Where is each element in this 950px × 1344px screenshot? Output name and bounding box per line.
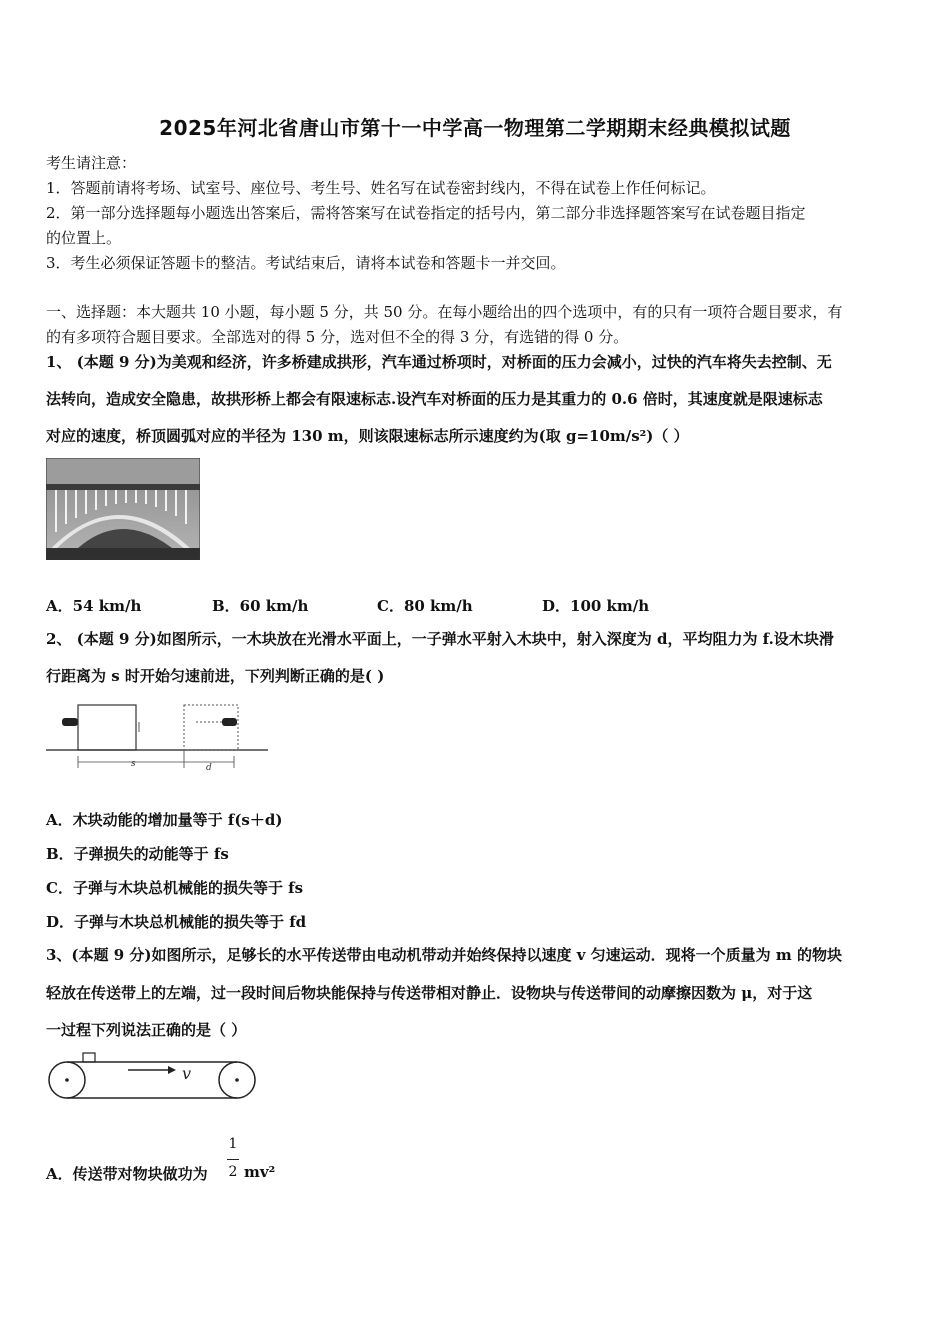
q2-option-c[interactable]: C．子弹与木块总机械能的损失等于 fs bbox=[46, 879, 304, 897]
notice-item-1: 1．答题前请将考场、试室号、座位号、考生号、姓名写在试卷密封线内，不得在试卷上作任何标记。 bbox=[46, 179, 716, 197]
q1-line-1: 1、 (本题 9 分)为美观和经济，许多桥建成拱形，汽车通过桥项时，对桥面的压力会减小，过快的汽车将失去控制、无 bbox=[46, 353, 832, 371]
label-v: v bbox=[182, 1064, 192, 1083]
q2-option-b[interactable]: B．子弹损失的动能等于 fs bbox=[46, 845, 229, 863]
fraction-numerator: 1 bbox=[228, 1136, 238, 1152]
notice-item-2: 2．第一部分选择题每小题选出答案后，需将答案写在试卷指定的括号内，第二部分非选择题答案写在试卷题目指定 bbox=[46, 204, 806, 222]
q3-option-a-formula: mv² bbox=[244, 1163, 276, 1181]
fraction-bar bbox=[227, 1159, 239, 1160]
arch-bridge-photo bbox=[46, 458, 200, 564]
q1-option-d[interactable]: D．100 km/h bbox=[542, 597, 650, 615]
notice-item-2-cont: 的位置上。 bbox=[46, 229, 122, 247]
q3-line-3: 一过程下列说法正确的是（ ） bbox=[46, 1021, 247, 1039]
conveyor-belt-diagram bbox=[46, 1052, 258, 1106]
q1-line-2: 法转向，造成安全隐患，故拱形桥上都会有限速标志.设汽车对桥面的压力是其重力的 0.6 倍时，其速度就是限速标志 bbox=[46, 390, 823, 408]
q2-option-d[interactable]: D．子弹与木块总机械能的损失等于 fd bbox=[46, 913, 307, 931]
fraction-denominator: 2 bbox=[228, 1164, 238, 1180]
q2-line-2: 行距离为 s 时开始匀速前进，下列判断正确的是( ) bbox=[46, 667, 385, 685]
bullet-block-diagram bbox=[46, 700, 268, 780]
section-intro-line-2: 的有多项符合题目要求。全部选对的得 5 分，选对但不全的得 3 分，有选错的得 0 分。 bbox=[46, 328, 629, 346]
section-intro-line-1: 一、选择题：本大题共 10 小题，每小题 5 分，共 50 分。在每小题给出的四个选项中，有的只有一项符合题目要求，有 bbox=[46, 303, 843, 321]
q1-option-b[interactable]: B．60 km/h bbox=[212, 597, 309, 615]
q3-option-a-text[interactable]: A．传送带对物块做功为 bbox=[46, 1165, 208, 1183]
q2-line-1: 2、 (本题 9 分)如图所示，一木块放在光滑水平面上，一子弹水平射入木块中，射入深度为 d，平均阻力为 f.设木块滑 bbox=[46, 630, 834, 648]
q2-option-a[interactable]: A．木块动能的增加量等于 f(s＋d) bbox=[46, 811, 283, 829]
q1-option-c[interactable]: C．80 km/h bbox=[377, 597, 473, 615]
q1-option-a[interactable]: A．54 km/h bbox=[46, 597, 142, 615]
label-s: s bbox=[131, 759, 136, 769]
q1-line-3: 对应的速度，桥顶圆弧对应的半径为 130 m，则该限速标志所示速度约为(取 g=10m/s²)（ ） bbox=[46, 427, 689, 445]
label-d: d bbox=[206, 763, 212, 773]
notice-heading: 考生请注意： bbox=[46, 154, 137, 172]
page-title: 2025年河北省唐山市第十一中学高一物理第二学期期末经典模拟试题 bbox=[159, 116, 791, 140]
q3-line-1: 3、(本题 9 分)如图所示，足够长的水平传送带由电动机带动并始终保持以速度 v 匀速运动．现将一个质量为 m 的物块 bbox=[46, 946, 842, 964]
notice-item-3: 3．考生必须保证答题卡的整洁。考试结束后，请将本试卷和答题卡一并交回。 bbox=[46, 254, 566, 272]
q3-line-2: 轻放在传送带上的左端，过一段时间后物块能保持与传送带相对静止．设物块与传送带间的动摩擦因数为 μ，对于这 bbox=[46, 984, 813, 1002]
